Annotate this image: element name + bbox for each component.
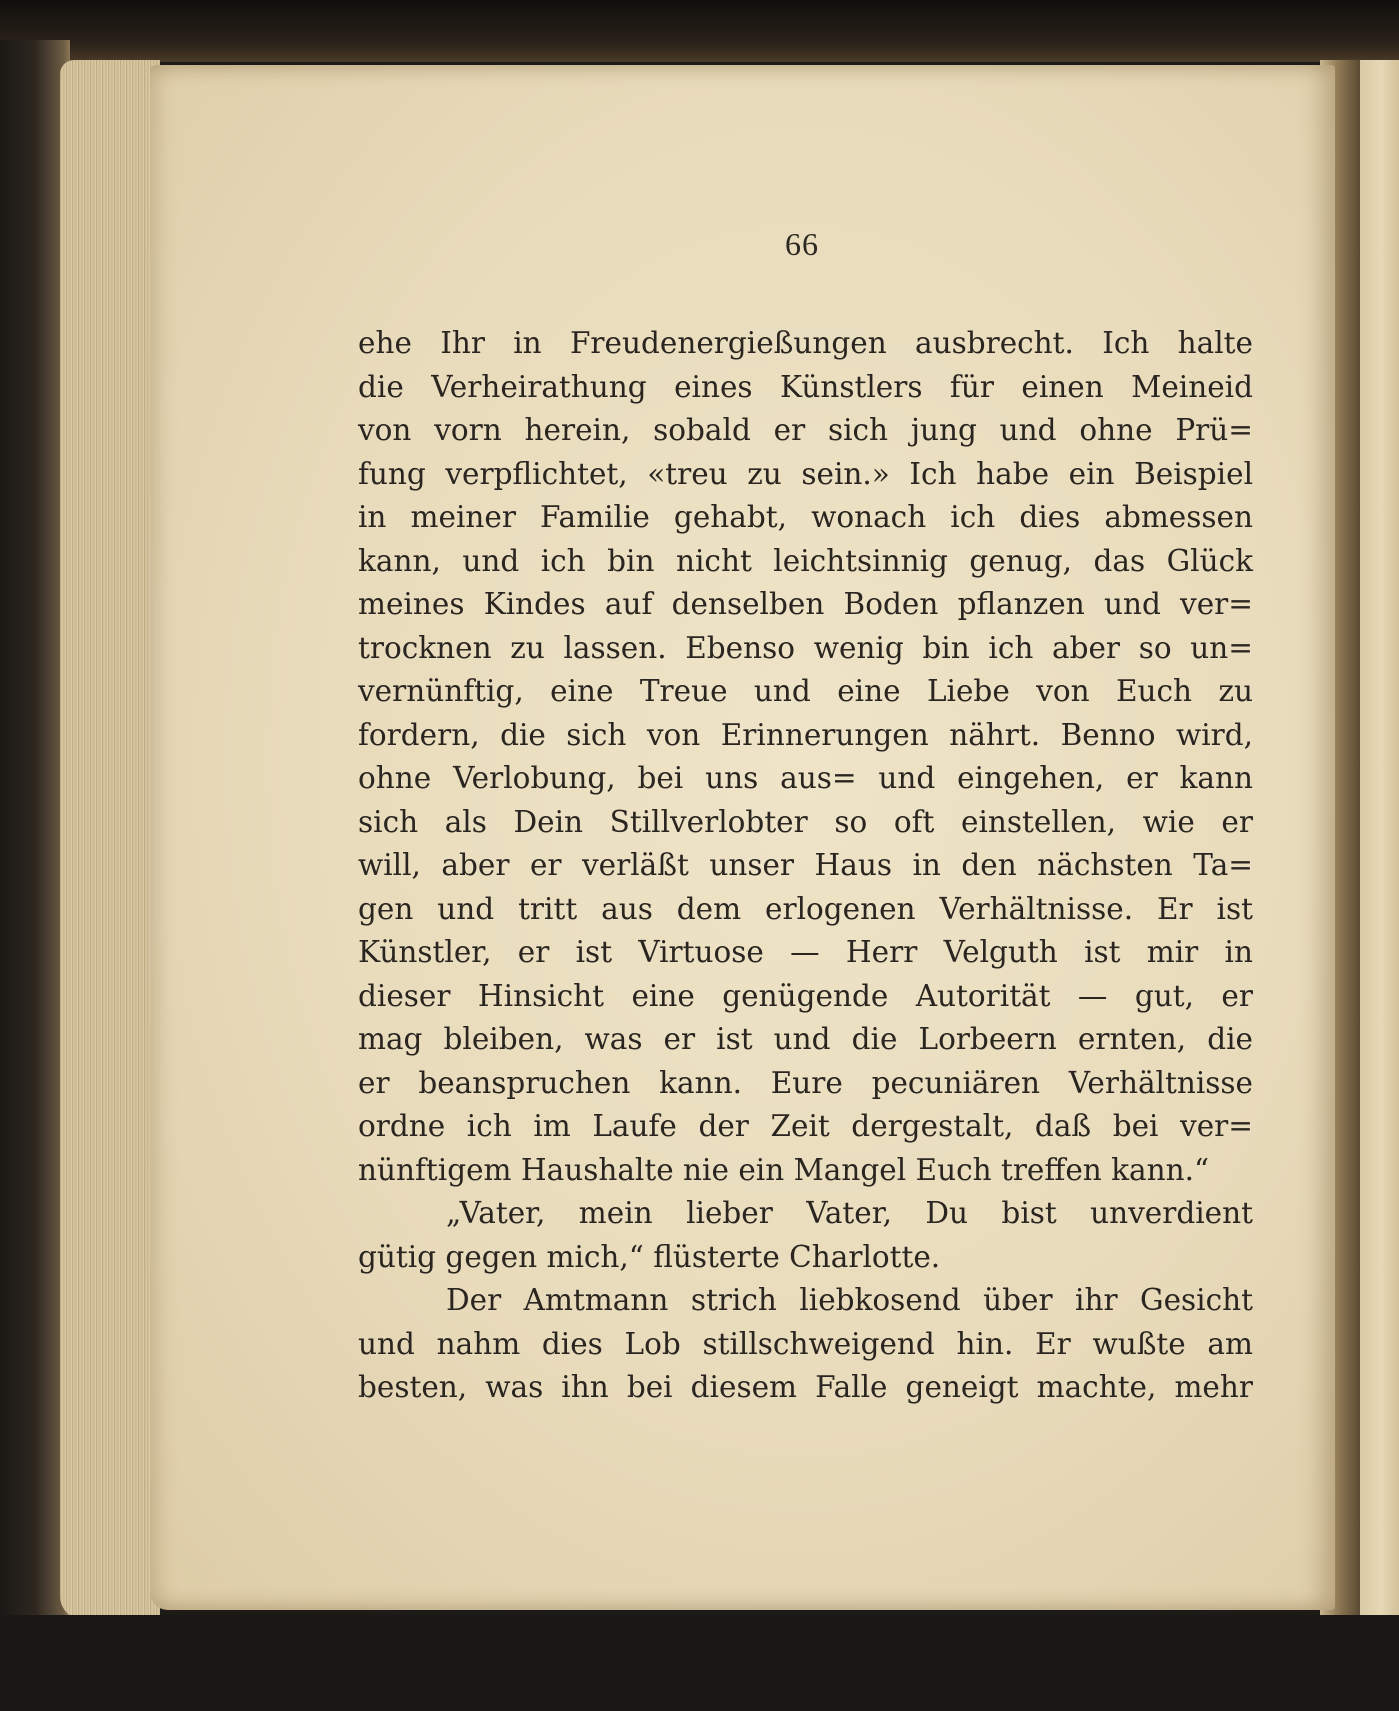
text-line: trocknen zu lassen. Ebenso wenig bin ich aber so un=	[358, 630, 1253, 665]
text-line: fung verpflichtet, «treu zu sein.» Ich habe ein Beispiel	[358, 456, 1253, 491]
text-line: vernünftig, eine Treue und eine Liebe von Euch zu	[358, 674, 1253, 708]
facing-page-edge	[1355, 60, 1399, 1620]
text-line: Künstler, er ist Virtuose — Herr Velguth ist mir in	[358, 935, 1253, 969]
text-line: kann, und ich bin nicht leichtsinnig genug, das Glück	[358, 543, 1253, 578]
text-line: die Verheirathung eines Künstlers für einen Meineid	[358, 369, 1253, 404]
text-line: ehe Ihr in Freudenergießungen ausbrecht. Ich halte	[358, 326, 1253, 360]
background-bottom	[0, 1615, 1399, 1711]
text-line: gütig gegen mich,“ flüsterte Charlotte.	[358, 1239, 941, 1274]
text-line: meines Kindes auf denselben Boden pflanzen und ver=	[358, 587, 1253, 621]
text-line: Der Amtmann strich liebkosend über ihr Gesicht	[446, 1283, 1253, 1317]
text-line: dieser Hinsicht eine genügende Autorität — gut, er	[358, 978, 1253, 1013]
text-line: in meiner Familie gehabt, wonach ich dies abmessen	[358, 500, 1253, 534]
text-line: von vorn herein, sobald er sich jung und ohne Prü=	[358, 413, 1253, 447]
text-line: er beanspruchen kann. Eure pecuniären Verhältnisse	[358, 1065, 1253, 1100]
text-line: „Vater, mein lieber Vater, Du bist unverdient	[446, 1196, 1253, 1230]
text-line: gen und tritt aus dem erlogenen Verhältnisse. Er ist	[358, 891, 1253, 926]
text-line: mag bleiben, was er ist und die Lorbeern ernten, die	[358, 1022, 1253, 1056]
text-line: besten, was ihn bei diesem Falle geneigt machte, mehr	[358, 1370, 1253, 1404]
book-cover-top-edge	[0, 0, 1399, 62]
text-line: fordern, die sich von Erinnerungen nährt. Benno wird,	[358, 717, 1253, 752]
page-text	[358, 322, 1253, 1410]
text-line: will, aber er verläßt unser Haus in den nächsten Ta=	[358, 848, 1253, 882]
text-line: nünftigem Haushalte nie ein Mangel Euch treffen kann.“	[358, 1152, 1210, 1187]
text-line: und nahm dies Lob stillschweigend hin. Er wußte am	[358, 1326, 1253, 1361]
text-line: ordne ich im Laufe der Zeit dergestalt, daß bei ver=	[358, 1109, 1253, 1143]
page-edges	[60, 60, 160, 1620]
text-line: ohne Verlobung, bei uns aus= und eingehen, er kann	[358, 761, 1253, 795]
page-number: 66	[785, 226, 819, 262]
text-line: sich als Dein Stillverlobter so oft einstellen, wie er	[358, 804, 1253, 839]
